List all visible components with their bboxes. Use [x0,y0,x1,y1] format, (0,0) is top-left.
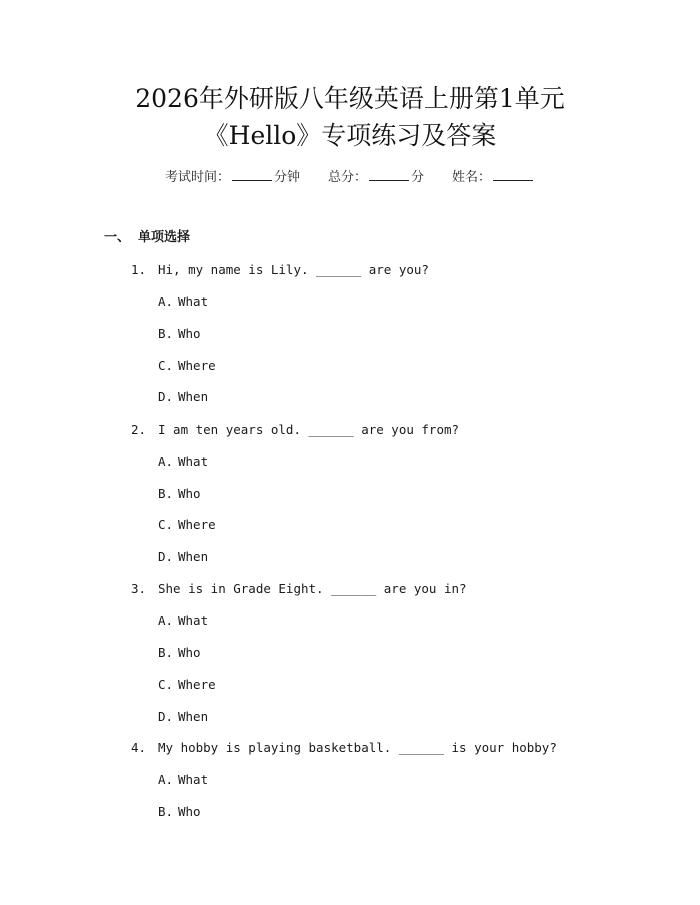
section-title: 单项选择 [138,230,191,245]
student-name-field [452,168,535,187]
question-number: 4. [131,740,147,755]
option-item [158,388,208,406]
section-heading [104,229,190,247]
option-letter: A. [158,772,174,787]
total-score-blank [369,168,409,181]
option-letter: C. [158,358,174,373]
question-2 [131,421,459,439]
exam-time-field [165,168,300,187]
option-item [158,644,201,662]
option-text: Where [178,677,216,692]
question-number: 2. [131,422,147,437]
option-item [158,612,208,630]
option-text: Who [178,804,201,819]
option-item [158,676,216,694]
question-number: 3. [131,581,147,596]
option-text: When [178,549,209,564]
question-1 [131,261,429,279]
option-item [158,708,208,726]
question-3 [131,580,467,598]
option-letter: D. [158,389,174,404]
option-item [158,485,201,503]
option-item [158,453,208,471]
option-letter: B. [158,486,174,501]
option-text: What [178,772,209,787]
question-text: She is in Grade Eight. ______ are you in? [158,581,467,596]
option-item [158,803,201,821]
option-letter: B. [158,326,174,341]
option-text: Who [178,486,201,501]
option-text: What [178,294,209,309]
question-4 [131,739,557,757]
option-text: When [178,709,209,724]
option-item [158,516,216,534]
option-item [158,325,201,343]
option-text: What [178,613,209,628]
option-letter: B. [158,804,174,819]
option-item [158,548,208,566]
exam-time-blank [232,168,272,181]
total-score-unit: 分 [411,170,425,185]
option-item [158,357,216,375]
student-name-blank [493,168,533,181]
total-score-label: 总分： [327,170,367,185]
option-letter: A. [158,294,174,309]
option-letter: A. [158,454,174,469]
question-text: I am ten years old. ______ are you from? [158,422,460,437]
option-text: When [178,389,209,404]
option-item [158,293,208,311]
total-score-field [328,168,424,187]
exam-time-label: 考试时间： [164,170,230,185]
option-letter: D. [158,709,174,724]
option-letter: D. [158,549,174,564]
option-item [158,771,208,789]
question-text: Hi, my name is Lily. ______ are you? [158,262,429,277]
student-name-label: 姓名： [452,170,492,185]
page-title-line-2: 《Hello》专项练习及答案 [203,121,497,150]
option-letter: C. [158,677,174,692]
option-letter: B. [158,645,174,660]
question-text: My hobby is playing basketball. ______ is your hobby? [158,740,557,755]
exam-info-bar [0,168,700,187]
page-title-line-1: 2026年外研版八年级英语上册第1单元 [135,84,565,113]
exam-time-unit: 分钟 [273,170,300,185]
option-text: Who [178,645,201,660]
option-text: Who [178,326,201,341]
option-letter: A. [158,613,174,628]
option-text: Where [178,358,216,373]
option-text: What [178,454,209,469]
option-letter: C. [158,517,174,532]
section-number: 一、 [104,230,131,245]
question-number: 1. [131,262,147,277]
option-text: Where [178,517,216,532]
